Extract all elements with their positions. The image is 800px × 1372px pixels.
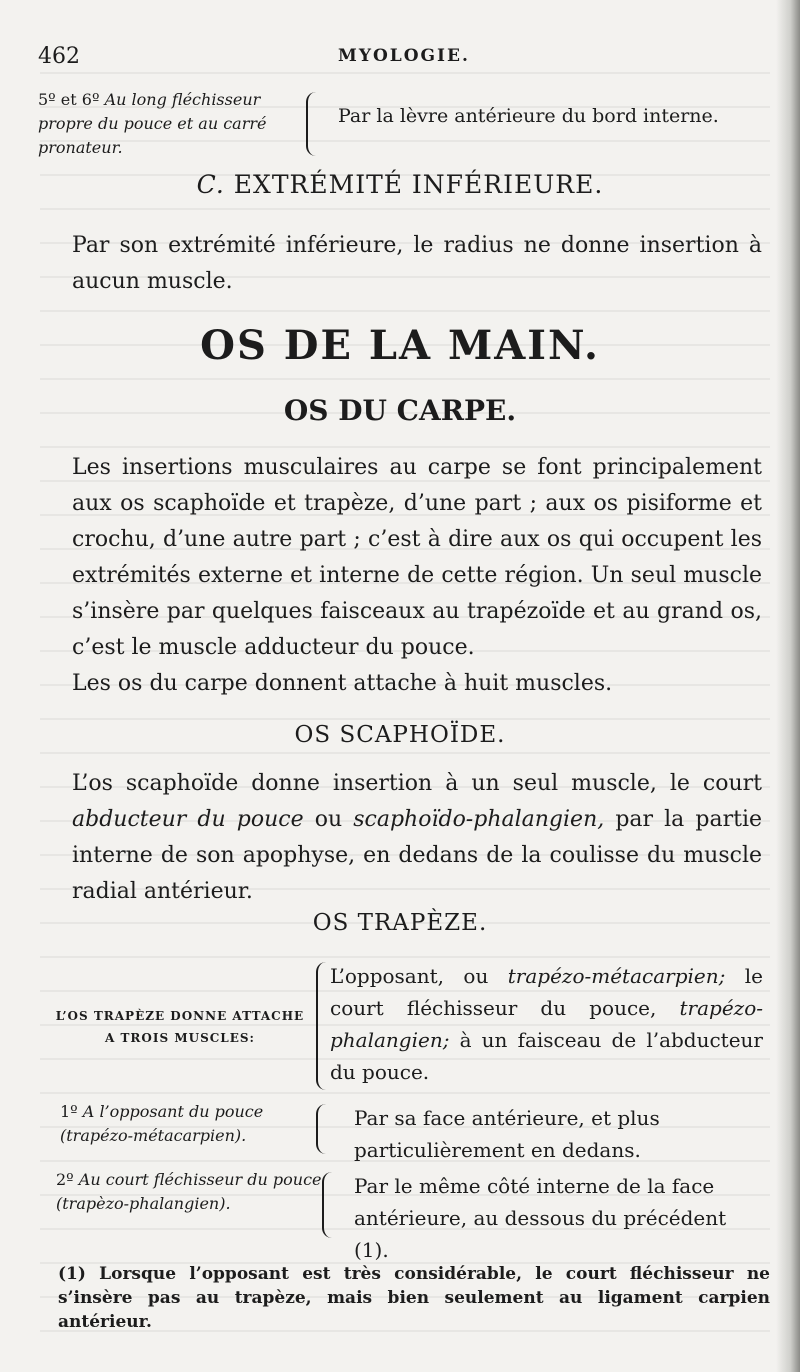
brace [322, 1172, 334, 1238]
page-edge-shadow [776, 0, 800, 1372]
paragraph-carpe-count: Les os du carpe donnent attache à huit muscles. [72, 671, 613, 696]
entry-label: Au court fléchisseur du pouce (trapèzo-phalangien). [56, 1170, 322, 1213]
brace [316, 962, 328, 1090]
running-head [38, 44, 758, 74]
entry-label: A l’opposant du pouce (trapézo-métacarpien). [60, 1102, 264, 1145]
trapeze-label: L’OS TRAPÈZE DONNE ATTACHE A TROIS MUSCLES: [55, 1009, 305, 1045]
heading-os-scaphoide: OS SCAPHOÏDE. [294, 722, 506, 748]
muscle-name: scaphoïdo-phalangien, [353, 807, 605, 832]
entry-1 [38, 1100, 763, 1160]
trapeze-muscles-text: L’opposant, ou trapézo-métacarpien; le court fléchisseur du pouce, trapézo-phalangien; à un faisceau de l’abducteur du pouce. [330, 964, 764, 1084]
brace [306, 92, 318, 156]
entry-text: Par la lèvre antérieure du bord interne. [338, 105, 719, 127]
entry-number: 2º [56, 1170, 74, 1189]
paragraph-scaphoide: L’os scaphoïde donne insertion à un seul muscle, le court abducteur du pouce ou scaphoïdo-phalangien, par la partie interne de son apophyse, en dedans de la coulisse du muscle radial antérieur. [72, 771, 762, 904]
entry-2 [38, 1168, 763, 1262]
heading-os-trapeze: OS TRAPÈZE. [312, 910, 488, 936]
section-title: EXTRÉMITÉ INFÉRIEURE. [233, 170, 604, 199]
heading-os-du-carpe: OS DU CARPE. [283, 394, 517, 427]
entry-number: 5º et 6º [38, 90, 100, 109]
entry-number: 1º [60, 1102, 78, 1121]
muscle-name: abducteur du pouce [72, 807, 304, 832]
entry-text: Par sa face antérieure, et plus particulièrement en dedans. [354, 1106, 660, 1162]
paragraph-inferior-extremity: Par son extrémité inférieure, le radius ne donne insertion à aucun muscle. [72, 233, 762, 294]
entry-text: Par le même côté interne de la face antérieure, au dessous du précédent (1). [354, 1174, 727, 1262]
trapeze-block [38, 956, 763, 1096]
entry-5-6 [38, 88, 763, 160]
brace [316, 1104, 328, 1154]
section-heading [0, 170, 800, 199]
paragraph-carpe-insertions: Les insertions musculaires au carpe se font principalement aux os scaphoïde et trapèze, d’une part ; aux os pisiforme et crochu, d’une autre part ; c’est à dire aux os qui occupent les extrémités externe et interne de cette région. Un seul muscle s’insère par quelques faisceaux au trapézoïde et au grand os, c’est le muscle adducteur du pouce. [72, 455, 762, 660]
page-number: 462 [38, 44, 80, 69]
section-letter: C. [196, 170, 225, 199]
entry-label: Au long fléchisseur propre du pouce et au carré pronateur. [38, 90, 267, 157]
heading-os-de-la-main: OS DE LA MAIN. [200, 322, 600, 369]
running-title: MYOLOGIE. [338, 46, 470, 66]
footnote: (1) Lorsque l’opposant est très considérable, le court fléchisseur ne s’insère pas au trapèze, mais bien seulement au ligament carpien antérieur. [58, 1264, 770, 1332]
